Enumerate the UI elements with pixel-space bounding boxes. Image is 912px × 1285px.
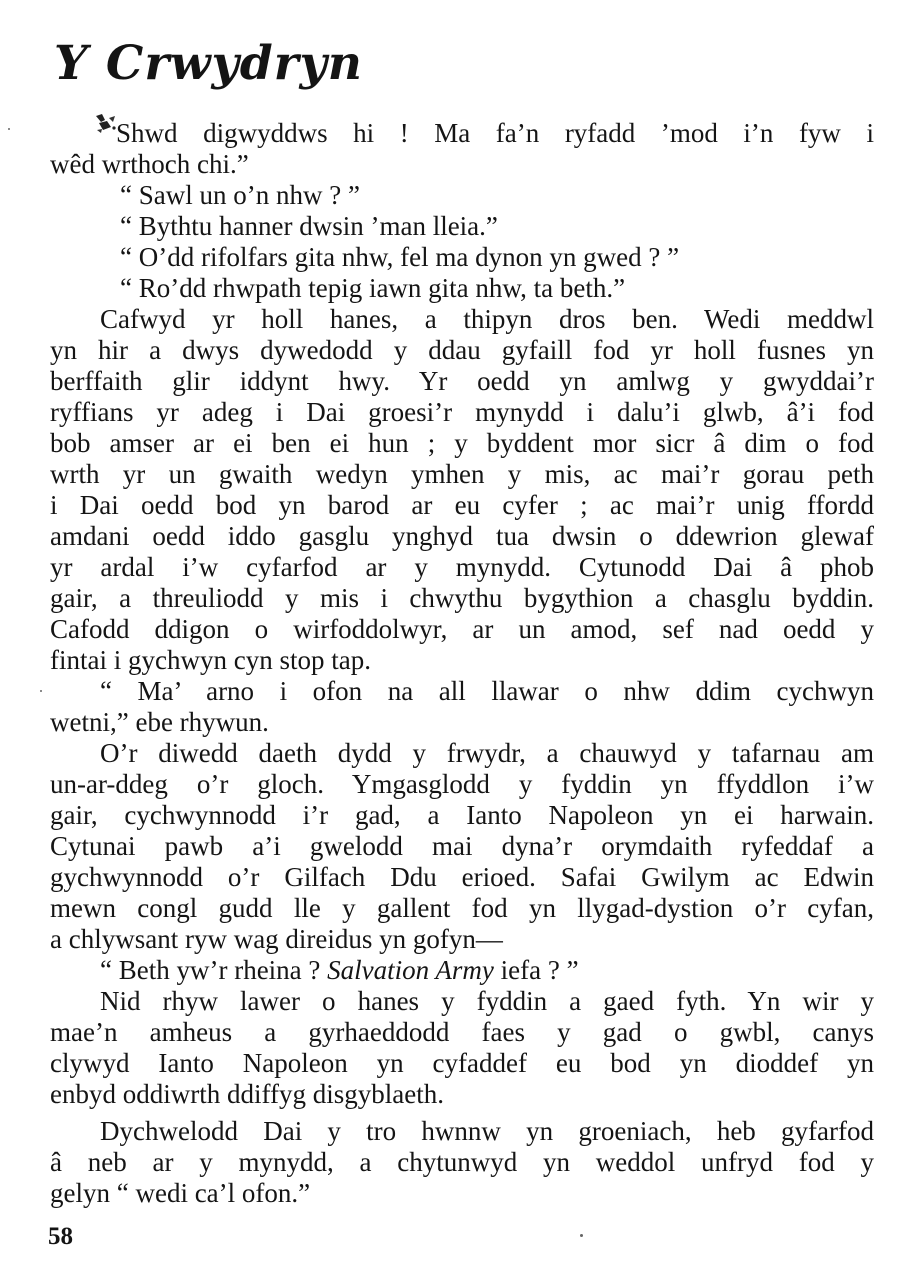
text-line: un-ar-ddeg o’r gloch. Ymgasglodd y fyddin yn ffyddlon i’w <box>50 769 874 799</box>
text-line: amdani oedd iddo gasglu ynghyd tua dwsin o ddewrion glewaf <box>50 521 874 551</box>
text-line: berffaith glir iddynt hwy. Yr oedd yn amlwg y gwyddai’r <box>50 366 874 396</box>
text-line: bob amser ar ei ben ei hun ; y byddent mor sicr â dim o fod <box>50 428 874 458</box>
print-speck <box>40 690 42 692</box>
text-line: gair, a threuliodd y mis i chwythu bygythion a chasglu byddin. <box>50 583 874 613</box>
text-line: “ Ma’ arno i ofon na all llawar o nhw ddim cychwyn <box>100 676 874 706</box>
text-line: enbyd oddiwrth ddiffyg disgyblaeth. <box>50 1079 444 1109</box>
text-line: “ Sawl un o’n nhw ? ” <box>120 180 360 210</box>
text-line: “ O’dd rifolfars gita nhw, fel ma dynon yn gwed ? ” <box>120 242 680 272</box>
quote-italic: Salvation Army <box>327 955 494 985</box>
text-line: “ Bythtu hanner dwsin ’man lleia.” <box>120 211 498 241</box>
print-speck <box>8 128 10 130</box>
text-line: wetni,” ebe rhywun. <box>50 707 269 737</box>
text-line: O’r diwedd daeth dydd y frwydr, a chauwyd y tafarnau am <box>100 738 874 768</box>
text-line: i Dai oedd bod yn barod ar eu cyfer ; ac mai’r unig ffordd <box>50 490 874 520</box>
text-line: wrth yr un gwaith wedyn ymhen y mis, ac mai’r gorau peth <box>50 459 874 489</box>
text-line: gair, cychwynnodd i’r gad, a Ianto Napoleon yn ei harwain. <box>50 800 874 830</box>
body-text <box>50 118 874 1209</box>
text-line: yr ardal i’w cyfarfod ar y mynydd. Cytunodd Dai â phob <box>50 552 874 582</box>
text-line: mae’n amheus a gyrhaeddodd faes y gad o gwbl, canys <box>50 1017 874 1047</box>
chapter-title: Y Crwydryn <box>54 36 363 91</box>
text-line: gelyn “ wedi ca’l ofon.” <box>50 1178 311 1208</box>
text-line: â neb ar y mynydd, a chytunwyd yn weddol unfryd fod y <box>50 1147 874 1177</box>
print-speck <box>580 1234 583 1237</box>
text-line: Shwd digwyddws hi ! Ma fa’n ryfadd ’mod i’n fyw i <box>116 118 874 148</box>
text-line: “ Ro’dd rhwpath tepig iawn gita nhw, ta beth.” <box>120 273 626 303</box>
text-line: Nid rhyw lawer o hanes y fyddin a gaed fyth. Yn wir y <box>100 986 874 1016</box>
text-line: Cafwyd yr holl hanes, a thipyn dros ben. Wedi meddwl <box>100 304 874 334</box>
text-line: wêd wrthoch chi.” <box>50 149 249 179</box>
quote-start: “ Beth yw’r rheina ? <box>100 955 328 985</box>
text-line: mewn congl gudd lle y gallent fod yn llygad-dystion o’r cyfan, <box>50 893 874 923</box>
text-line: fintai i gychwyn cyn stop tap. <box>50 645 371 675</box>
text-line: Dychwelodd Dai y tro hwnnw yn groeniach, heb gyfarfod <box>100 1116 874 1146</box>
text-line: gychwynnodd o’r Gilfach Ddu erioed. Safai Gwilym ac Edwin <box>50 862 874 892</box>
quote-end: iefa ? ” <box>493 955 579 985</box>
text-line: ryffians yr adeg i Dai groesi’r mynydd i dalu’i glwb, â’i fod <box>50 397 874 427</box>
page-number: 58 <box>48 1223 73 1250</box>
text-line: clywyd Ianto Napoleon yn cyfaddef eu bod yn dioddef yn <box>50 1048 874 1078</box>
text-line: a chlywsant ryw wag direidus yn gofyn— <box>50 924 503 954</box>
quoted-question-line <box>50 955 874 986</box>
text-line: Cafodd ddigon o wirfoddolwyr, ar un amod, sef nad oedd y <box>50 614 874 644</box>
text-line: Cytunai pawb a’i gwelodd mai dyna’r orymdaith ryfeddaf a <box>50 831 874 861</box>
text-line: yn hir a dwys dywedodd y ddau gyfaill fod yr holl fusnes yn <box>50 335 874 365</box>
